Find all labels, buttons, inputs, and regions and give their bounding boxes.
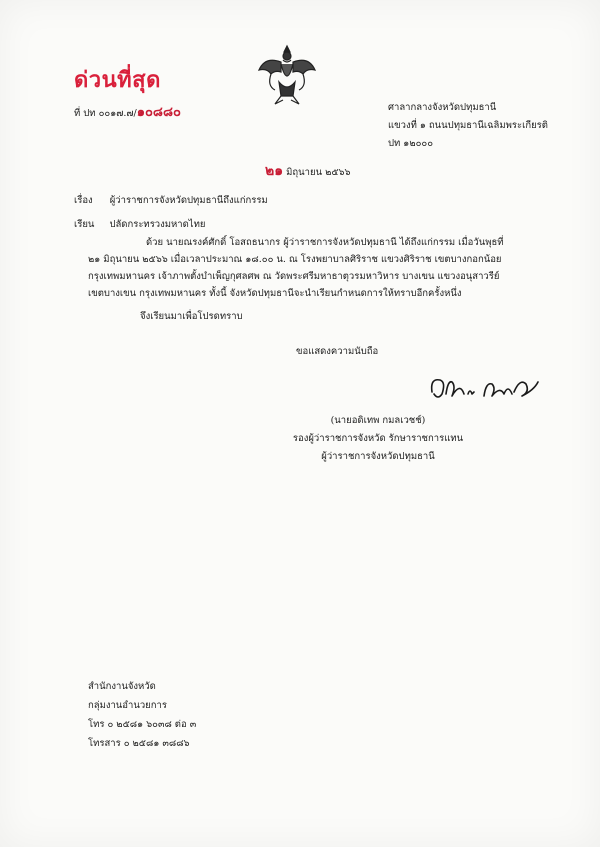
date-day: ๒๑ (265, 163, 284, 179)
body-line: ด้วย นายณรงค์ศักดิ์ โอสถธนากร ผู้ว่าราชการจังหวัดปทุมธานี ได้ถึงแก่กรรม เมื่อวันพุธที่ (146, 237, 504, 248)
body-line: เขตบางเขน กรุงเทพมหานคร ทั้งนี้ จังหวัดปทุมธานีจะนำเรียนกำหนดการให้ทราบอีกครั้งหนึ่ง (88, 288, 462, 299)
request-line: จึงเรียนมาเพื่อโปรดทราบ (140, 311, 243, 322)
footer-group: กลุ่มงานอำนวยการ (88, 700, 167, 711)
reference-prefix: ที่ ปท ๐๐๑๗.๗/ (74, 108, 137, 119)
urgency-stamp: ด่วนที่สุด (74, 68, 161, 93)
body-line: ๒๑ มิถุนายน ๒๕๖๖ เมื่อเวลาประมาณ ๑๘.๐๐ น. ณ โรงพยาบาลศิริราช แขวงศิริราช เขตบางกอกน้อย (88, 254, 502, 265)
closing-line: ขอแสดงความนับถือ (296, 346, 379, 357)
recipient-label: เรียน (74, 219, 95, 230)
issuer-line-3: ปท ๑๒๐๐๐ (388, 138, 433, 149)
issuer-line-1: ศาลากลางจังหวัดปทุมธานี (388, 102, 497, 113)
reference-line (74, 106, 181, 121)
letter-date (265, 164, 351, 180)
issuer-line-2: แขวงที่ ๑ ถนนปทุมธานีเฉลิมพระเกียรติ (388, 120, 548, 131)
signer-name: (นายอดิเทพ กมลเวชช์) (330, 415, 426, 426)
subject-label: เรื่อง (74, 195, 93, 206)
handwritten-signature (430, 370, 550, 406)
date-month-year: มิถุนายน ๒๕๖๖ (286, 167, 351, 178)
body-line: กรุงเทพมหานคร เจ้าภาพตั้งบำเพ็ญกุศลศพ ณ วัดพระศรีมหาธาตุวรมหาวิหาร บางเขน แขวงอนุสาวรีย์ (88, 271, 500, 282)
subject-text: ผู้ว่าราชการจังหวัดปทุมธานีถึงแก่กรรม (109, 195, 268, 206)
reference-number: ๑๐๘๘๐ (136, 105, 181, 120)
garuda-emblem-icon (257, 40, 317, 110)
recipient-line (74, 218, 205, 232)
subject-line (74, 194, 268, 208)
recipient-text: ปลัดกระทรวงมหาดไทย (109, 219, 206, 230)
signer-title-1: รองผู้ว่าราชการจังหวัด รักษาราชการแทน (292, 433, 464, 444)
footer-fax: โทรสาร ๐ ๒๕๘๑ ๓๘๘๖ (88, 738, 190, 749)
signer-title-2: ผู้ว่าราชการจังหวัดปทุมธานี (321, 451, 435, 462)
letter-body (88, 234, 523, 302)
footer-office: สำนักงานจังหวัด (88, 681, 156, 692)
footer-phone: โทร ๐ ๒๕๘๑ ๖๐๓๘ ต่อ ๓ (88, 719, 197, 730)
